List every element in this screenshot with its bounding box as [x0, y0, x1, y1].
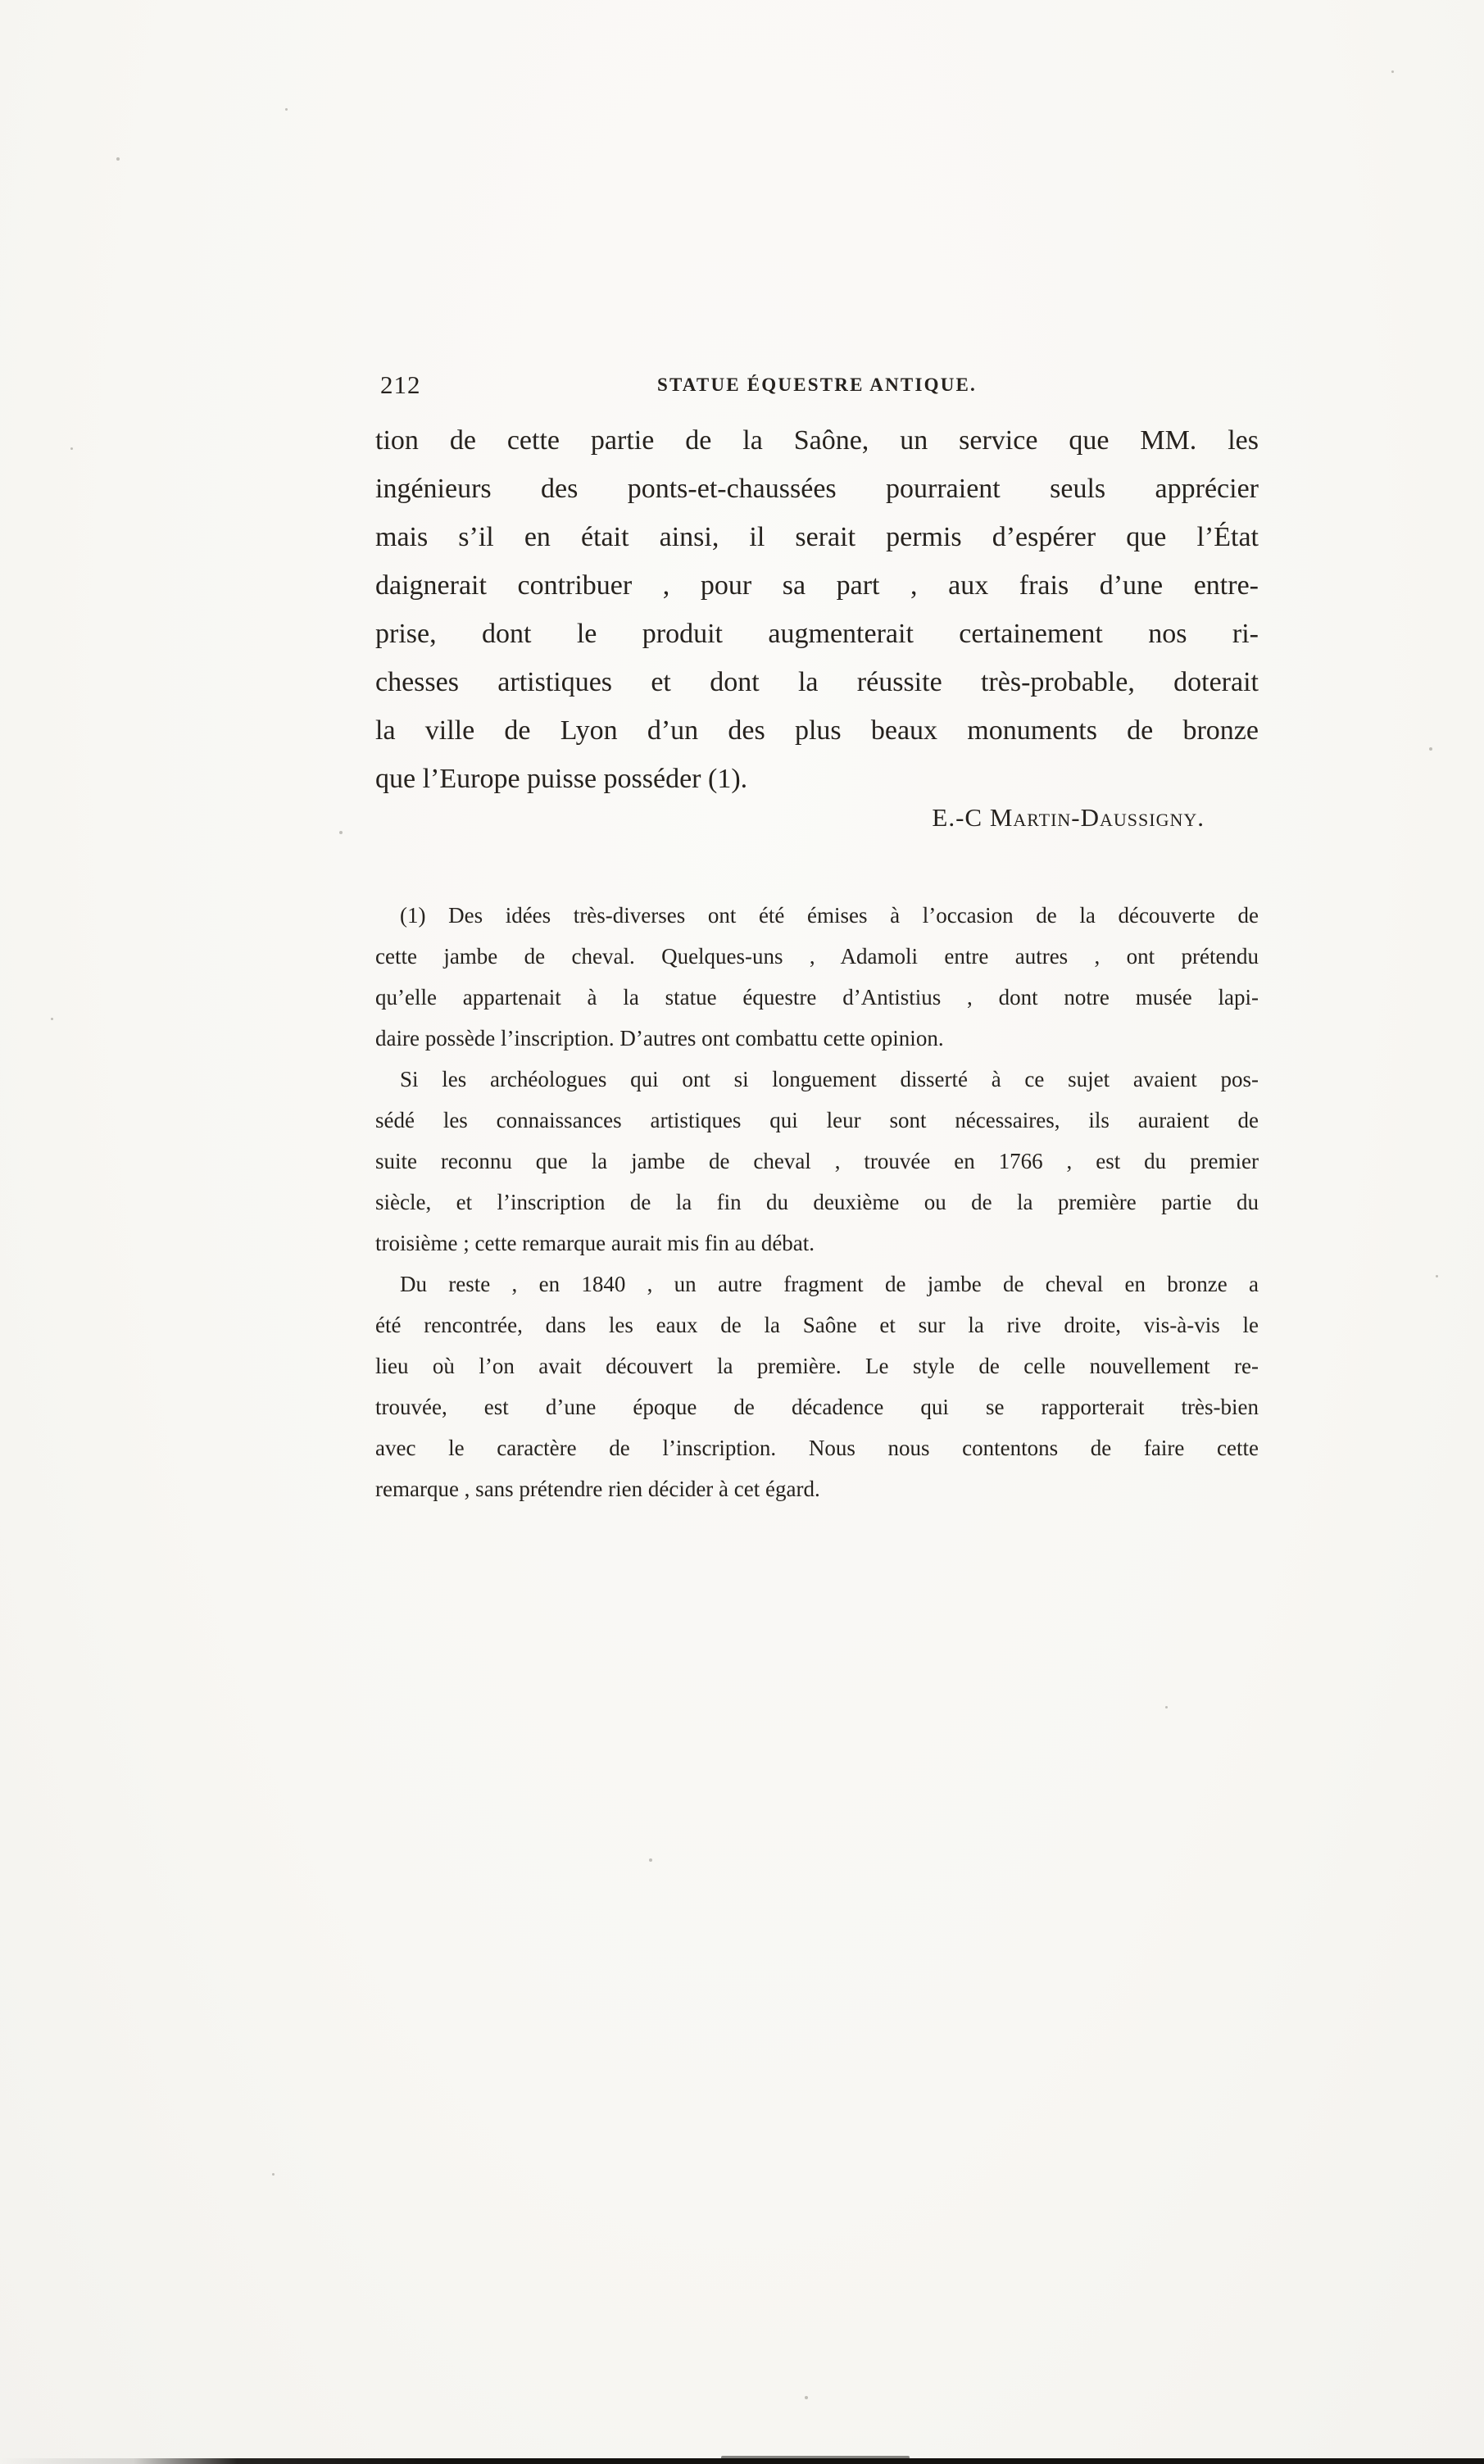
scan-edge-artifact	[0, 2458, 1484, 2464]
text-line: Du reste , en 1840 , un autre fragment de jambe de cheval en bronze a	[400, 1272, 1259, 1296]
text-line: tion de cette partie de la Saône, un service que MM. les	[375, 425, 1259, 456]
footnote-block	[375, 895, 1259, 1509]
author-signature-row	[375, 793, 1259, 842]
text-line: sédé les connaissances artistiques qui leur sont nécessaires, ils auraient de	[375, 1108, 1259, 1132]
text-line: lieu où l’on avait découvert la première. Le style de celle nouvellement re-	[375, 1354, 1259, 1378]
scan-speck	[805, 2396, 808, 2399]
scan-speck	[70, 447, 73, 450]
text-line: (1) Des idées très-diverses ont été émises à l’occasion de la découverte de	[400, 903, 1259, 928]
text-line: qu’elle appartenait à la statue équestre d’Antistius , dont notre musée lapi-	[375, 985, 1259, 1010]
text-line: cette jambe de cheval. Quelques-uns , Adamoli entre autres , ont prétendu	[375, 944, 1259, 969]
text-line: été rencontrée, dans les eaux de la Saône et sur la rive droite, vis-à-vis le	[375, 1313, 1259, 1337]
scan-speck	[1436, 1275, 1438, 1277]
text-line: remarque , sans prétendre rien décider à cet égard.	[375, 1477, 820, 1501]
text-line: mais s’il en était ainsi, il serait permis d’espérer que l’État	[375, 522, 1259, 552]
scan-speck	[272, 2173, 275, 2176]
main-text-paragraph	[375, 416, 1259, 803]
text-line: troisième ; cette remarque aurait mis fin au débat.	[375, 1231, 815, 1255]
footnote-paragraph-1	[375, 895, 1259, 1059]
text-line: ingénieurs des ponts-et-chaussées pourraient seuls apprécier	[375, 474, 1259, 504]
scan-speck	[116, 157, 120, 161]
scan-speck	[285, 108, 288, 111]
scan-speck	[339, 831, 343, 834]
text-line: daignerait contribuer , pour sa part , aux frais d’une entre-	[375, 570, 1259, 601]
text-line: chesses artistiques et dont la réussite très-probable, doterait	[375, 667, 1259, 697]
running-header	[375, 370, 1259, 406]
scan-speck	[51, 1018, 53, 1020]
footnote-paragraph-2	[375, 1059, 1259, 1264]
text-line: prise, dont le produit augmenterait certainement nos ri-	[375, 619, 1259, 649]
scan-speck	[1391, 70, 1394, 73]
text-line: suite reconnu que la jambe de cheval , trouvée en 1766 , est du premier	[375, 1149, 1259, 1173]
text-line: avec le caractère de l’inscription. Nous nous contentons de faire cette	[375, 1436, 1259, 1460]
text-line: la ville de Lyon d’un des plus beaux monuments de bronze	[375, 715, 1259, 746]
scan-speck	[649, 1858, 652, 1862]
text-line: daire possède l’inscription. D’autres ont combattu cette opinion.	[375, 1026, 944, 1050]
footnote-paragraph-3	[375, 1264, 1259, 1509]
running-header-title: STATUE ÉQUESTRE ANTIQUE.	[656, 374, 978, 395]
scan-speck	[1165, 1706, 1168, 1708]
text-line: siècle, et l’inscription de la fin du deuxième ou de la première partie du	[375, 1190, 1259, 1214]
text-line: Si les archéologues qui ont si longuement disserté à ce sujet avaient pos-	[400, 1067, 1259, 1091]
text-line: trouvée, est d’une époque de décadence qui se rapporterait très-bien	[375, 1395, 1259, 1419]
scan-speck	[1429, 747, 1432, 751]
page-number: 212	[380, 370, 421, 399]
author-signature: E.-C Martin-Daussigny.	[932, 803, 1205, 832]
text-line: que l’Europe puisse posséder (1).	[375, 764, 748, 794]
